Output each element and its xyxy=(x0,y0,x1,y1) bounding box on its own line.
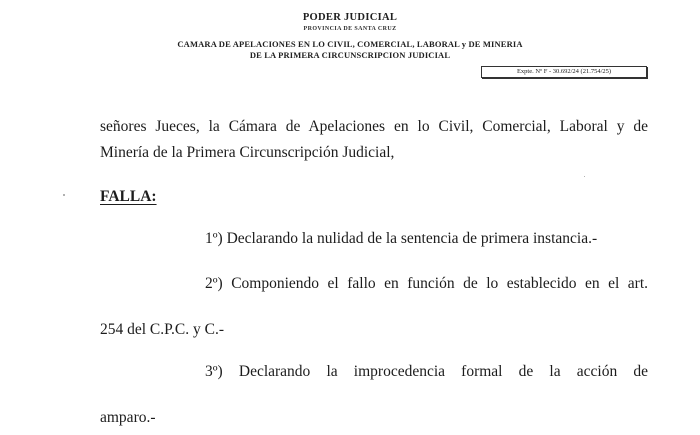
ruling-item-2: 2º) Componiendo el fallo en función de lo establecido en el art. xyxy=(205,275,648,292)
header-title: PODER JUDICIAL xyxy=(302,12,398,23)
header-subtitle: PROVINCIA DE SANTA CRUZ xyxy=(303,26,397,32)
scan-speck xyxy=(63,194,65,196)
chamber-name-line1: CAMARA DE APELACIONES EN LO CIVIL, COMERCIAL, LABORAL y DE MINERIA xyxy=(177,39,523,49)
ruling-heading: FALLA: xyxy=(100,188,157,205)
ruling-item-3: 3º) Declarando la improcedencia formal de la acción de xyxy=(205,363,648,380)
body-line: Minería de la Primera Circunscripción Judicial, xyxy=(100,144,395,161)
ruling-item-2-continuation: 254 del C.P.C. y C.- xyxy=(100,321,225,338)
ruling-item-1: 1º) Declarando la nulidad de la sentencia de primera instancia.- xyxy=(205,230,598,247)
case-number-box: Expte. Nº F - 30.692/24 (21.754/25) xyxy=(481,66,647,78)
body-line: señores Jueces, la Cámara de Apelaciones en lo Civil, Comercial, Laboral y de xyxy=(100,118,648,135)
ruling-item-3-continuation: amparo.- xyxy=(100,409,156,426)
chamber-name-line2: DE LA PRIMERA CIRCUNSCRIPCION JUDICIAL xyxy=(249,50,451,60)
scan-speck xyxy=(584,176,585,177)
